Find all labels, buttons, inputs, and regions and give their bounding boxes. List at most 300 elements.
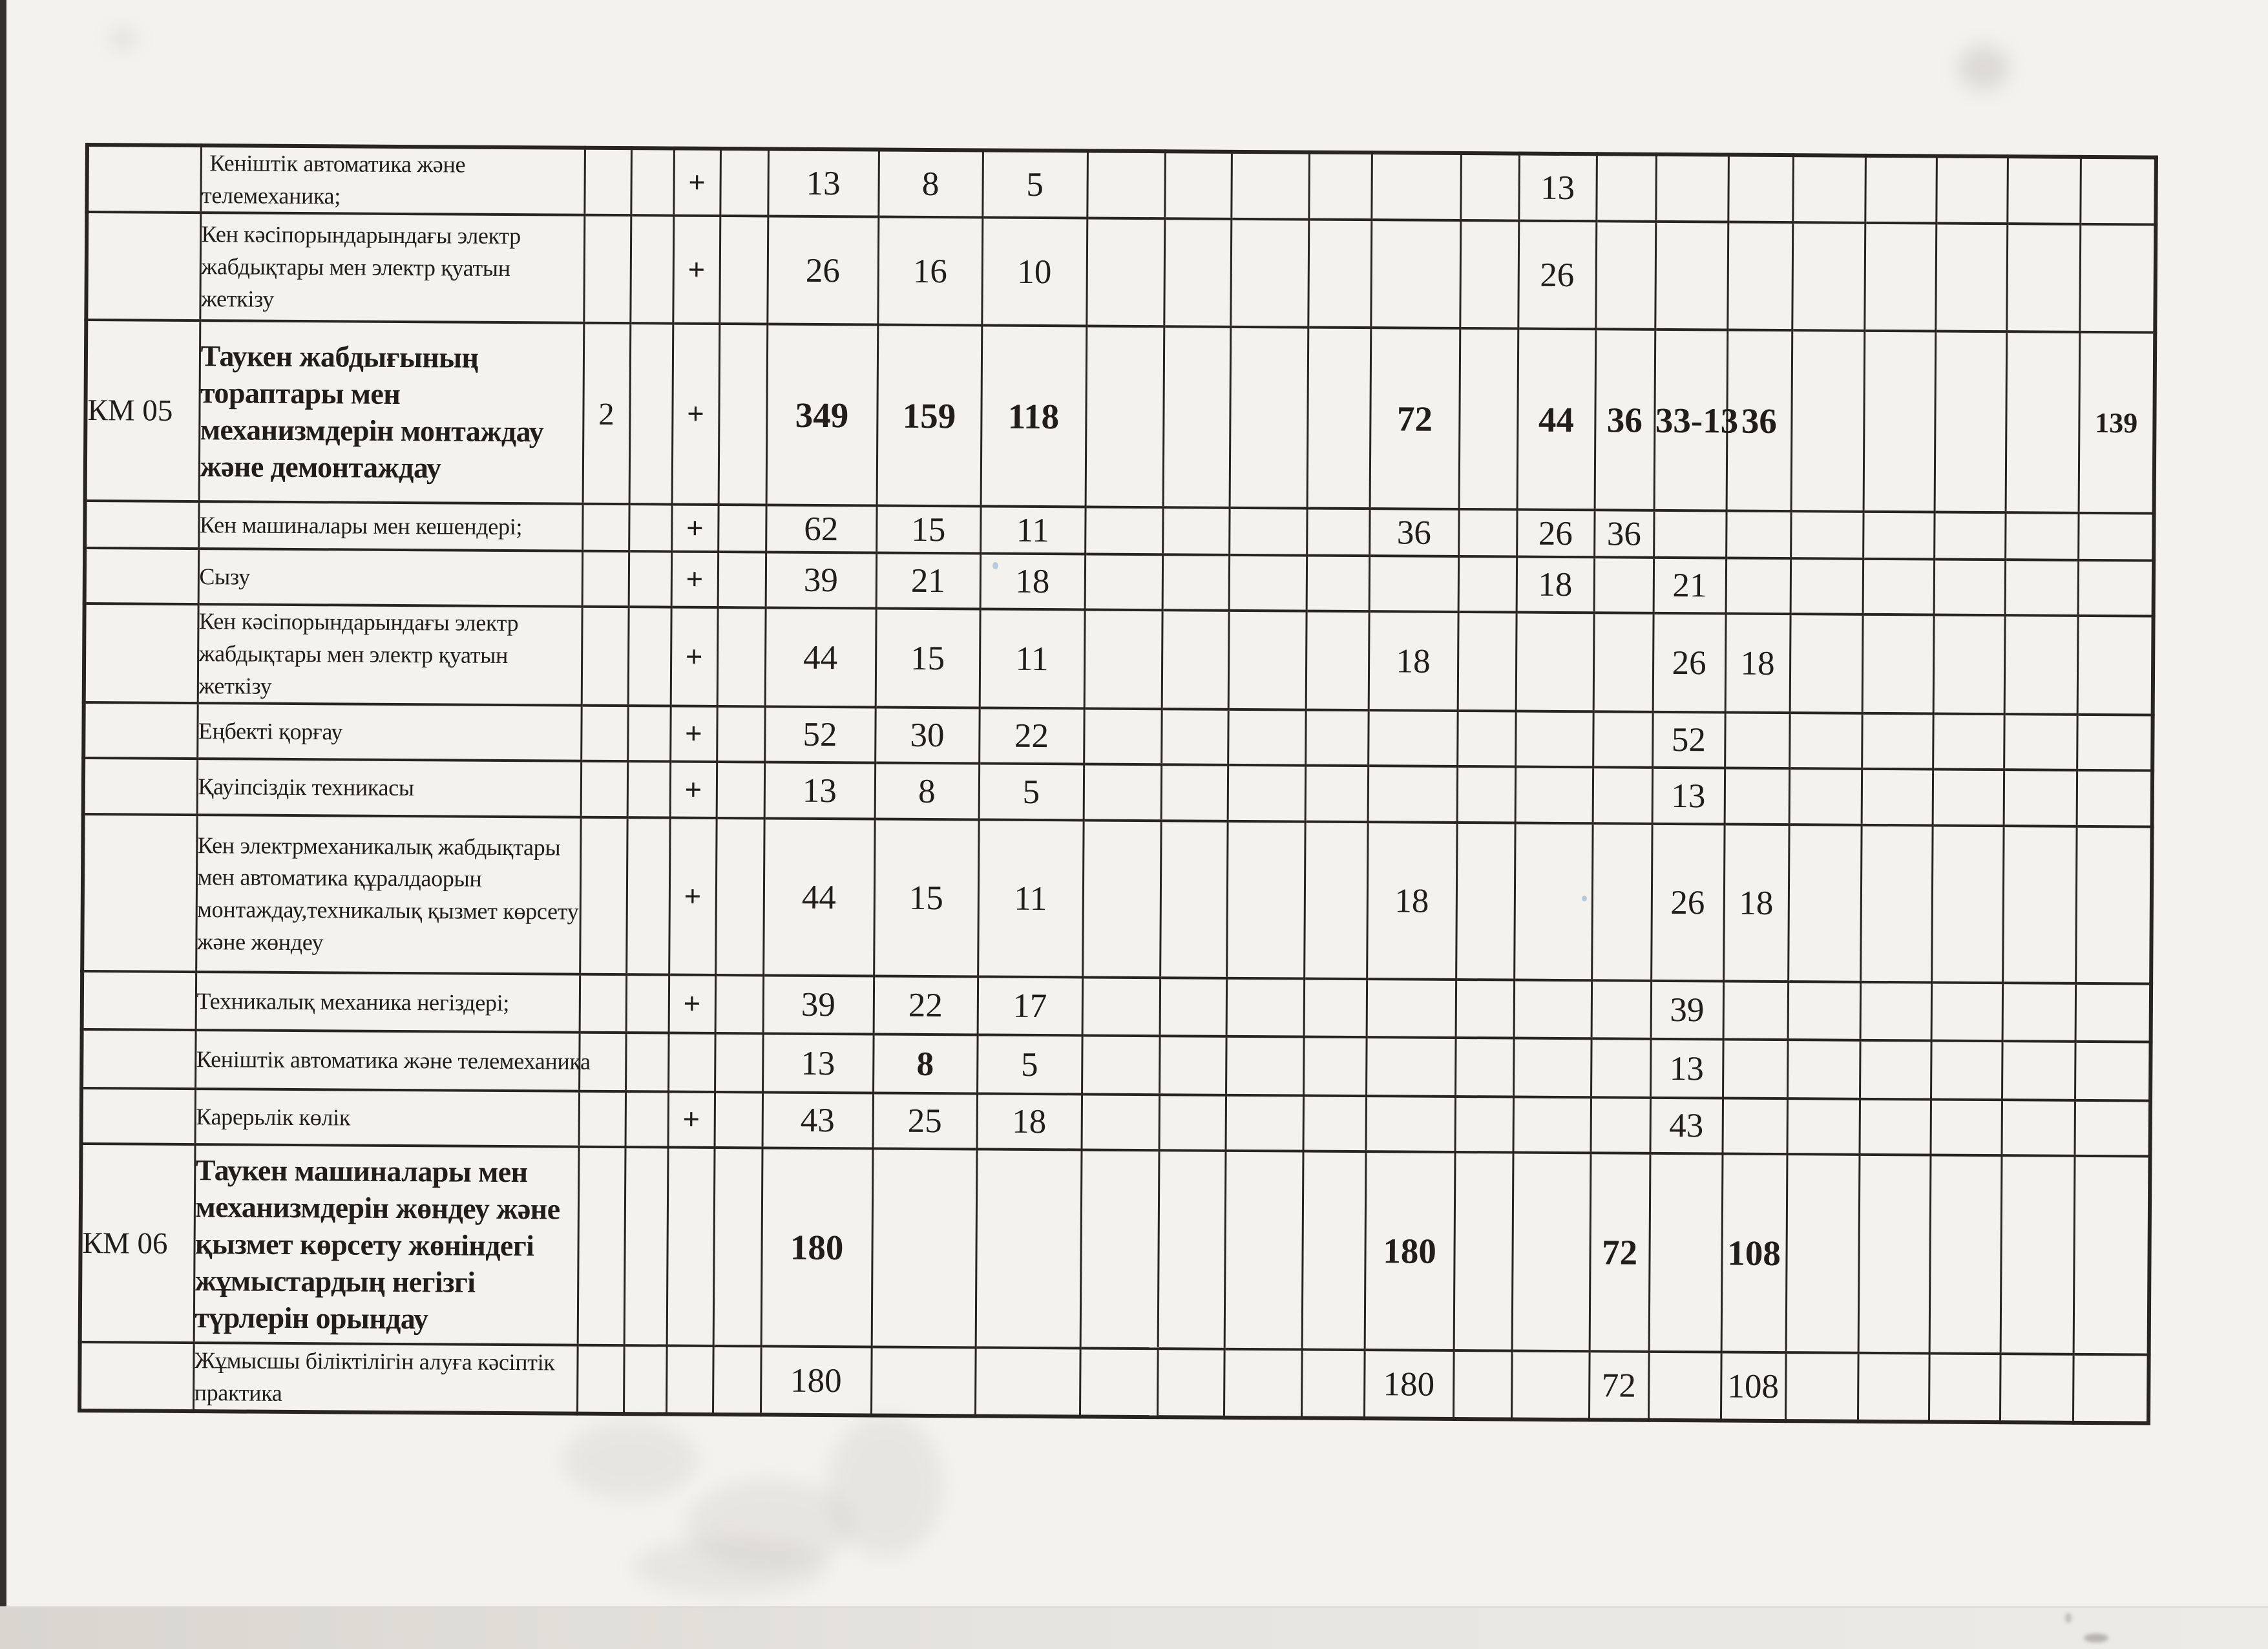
hours-cell-t15 bbox=[2073, 1354, 2149, 1423]
hours-cell-t10 bbox=[1722, 1098, 1787, 1155]
hours-cell-t2 bbox=[1159, 1036, 1226, 1096]
hours-cell-t2 bbox=[1162, 555, 1230, 611]
hours-cell-t13 bbox=[1935, 224, 2007, 332]
hours-cell-t3 bbox=[1228, 709, 1306, 766]
hours-cell-t14 bbox=[2004, 616, 2078, 715]
table-row bbox=[87, 145, 2156, 225]
hours-cell-t7 bbox=[1511, 1351, 1590, 1420]
hours-cell-t6 bbox=[1458, 509, 1517, 557]
hours-cell-t14 bbox=[2002, 983, 2076, 1042]
hours-cell-t12 bbox=[1864, 331, 1936, 512]
module-code-cell bbox=[81, 1029, 196, 1089]
subject-name-cell: Таукен жабдығының тораптары мен механизмдерін монтаждау және демонтаждау bbox=[199, 320, 584, 504]
hours-cell-k4 bbox=[717, 762, 765, 818]
hours-cell-t2 bbox=[1164, 219, 1231, 328]
hours-cell-t11 bbox=[1790, 614, 1863, 713]
subject-name-cell: Кеніштік автоматика және телемеханика; bbox=[200, 145, 585, 215]
hours-cell-t3 bbox=[1228, 765, 1306, 822]
hours-cell-v2: 8 bbox=[873, 1035, 978, 1094]
hours-cell-v2 bbox=[871, 1347, 976, 1416]
hours-cell-t14 bbox=[2002, 826, 2076, 984]
scan-edge-shadow-left bbox=[0, 0, 6, 1649]
hours-cell-t4 bbox=[1301, 1350, 1365, 1419]
table-row bbox=[84, 604, 2154, 715]
hours-cell-v3: 5 bbox=[979, 764, 1084, 821]
hours-cell-t1 bbox=[1082, 821, 1160, 978]
hours-cell-v2: 21 bbox=[876, 553, 981, 609]
control-form-mark-cell bbox=[668, 1033, 715, 1092]
hours-cell-v2: 22 bbox=[874, 976, 978, 1035]
hours-cell-t8 bbox=[1596, 154, 1656, 222]
hours-cell-k1 bbox=[579, 1091, 626, 1147]
hours-cell-t4 bbox=[1308, 220, 1371, 328]
hours-cell-t9: 26 bbox=[1651, 824, 1724, 982]
hours-cell-t5 bbox=[1366, 1037, 1456, 1097]
hours-cell-t10 bbox=[1728, 155, 1793, 223]
hours-cell-t3 bbox=[1230, 327, 1308, 509]
hours-cell-t8 bbox=[1594, 558, 1654, 614]
hours-cell-t12 bbox=[1858, 1353, 1929, 1422]
hours-cell-v1: 13 bbox=[764, 762, 876, 819]
hours-cell-t12 bbox=[1863, 512, 1934, 560]
hours-cell-t13 bbox=[1931, 1041, 2002, 1100]
control-form-mark-cell: + bbox=[671, 505, 718, 552]
hours-cell-t11 bbox=[1787, 1040, 1860, 1099]
hours-cell-t3 bbox=[1226, 1036, 1304, 1096]
module-code-cell bbox=[84, 604, 198, 703]
table-body bbox=[79, 145, 2156, 1423]
paper-speck-top-left bbox=[110, 29, 136, 48]
hours-cell-t9: 33-13 bbox=[1654, 330, 1728, 511]
module-code-cell bbox=[81, 1088, 196, 1144]
hours-cell-t2 bbox=[1161, 765, 1228, 822]
ink-speck-bottom-right bbox=[2065, 1613, 2072, 1623]
hours-cell-t6 bbox=[1460, 220, 1518, 329]
module-code-cell bbox=[86, 212, 200, 320]
hours-cell-t14 bbox=[2001, 1100, 2075, 1157]
hours-cell-t6 bbox=[1453, 1350, 1512, 1420]
hours-cell-v3: 11 bbox=[980, 507, 1085, 554]
bleedthrough-stain bbox=[827, 1415, 943, 1557]
hours-cell-t14 bbox=[2006, 332, 2080, 514]
hours-cell-t12 bbox=[1858, 1155, 1931, 1354]
hours-cell-v1: 62 bbox=[766, 505, 876, 553]
hours-cell-t11 bbox=[1788, 982, 1861, 1040]
hours-cell-t9: 43 bbox=[1650, 1098, 1723, 1154]
hours-cell-t7 bbox=[1514, 823, 1592, 981]
hours-cell-t4 bbox=[1304, 979, 1367, 1038]
hours-cell-t11 bbox=[1785, 1352, 1858, 1422]
hours-cell-t6 bbox=[1457, 711, 1516, 767]
hours-cell-t14 bbox=[2005, 560, 2079, 616]
hours-cell-t5 bbox=[1370, 220, 1460, 329]
hours-cell-t4 bbox=[1303, 1037, 1367, 1097]
hours-cell-k4 bbox=[713, 1346, 761, 1414]
hours-cell-t15 bbox=[2077, 770, 2153, 827]
hours-cell-t7: 26 bbox=[1517, 510, 1594, 558]
hours-cell-t15: 139 bbox=[2079, 332, 2156, 514]
hours-cell-v3: 11 bbox=[980, 609, 1085, 709]
hours-cell-k2 bbox=[629, 551, 672, 607]
hours-cell-t2 bbox=[1159, 1095, 1226, 1151]
table-row bbox=[86, 212, 2156, 333]
hours-cell-k4 bbox=[720, 149, 768, 216]
hours-cell-t6 bbox=[1455, 1038, 1514, 1097]
hours-cell-t11 bbox=[1789, 768, 1862, 825]
hours-cell-t1 bbox=[1084, 709, 1162, 765]
subject-name-cell: Кен кәсіпорындарындағы электр жабдықтары мен электр қуатын жеткізу bbox=[198, 604, 582, 706]
hours-cell-t4 bbox=[1307, 556, 1370, 612]
scan-edge-shadow-bottom bbox=[0, 1606, 2268, 1649]
hours-cell-v3: 5 bbox=[982, 150, 1087, 218]
hours-cell-t10: 108 bbox=[1721, 1352, 1786, 1422]
hours-cell-t13 bbox=[1934, 560, 2006, 616]
hours-cell-t12 bbox=[1860, 1040, 1931, 1100]
control-form-mark-cell: + bbox=[672, 324, 720, 505]
hours-cell-t8 bbox=[1593, 712, 1653, 768]
hours-cell-t5: 180 bbox=[1364, 1350, 1454, 1419]
hours-cell-t10 bbox=[1723, 1040, 1788, 1099]
hours-cell-t10 bbox=[1725, 768, 1790, 825]
hours-cell-k1 bbox=[584, 148, 631, 216]
hours-cell-t3 bbox=[1228, 611, 1307, 710]
hours-cell-t8 bbox=[1591, 981, 1652, 1040]
hours-cell-t12 bbox=[1863, 559, 1935, 615]
hours-cell-t10 bbox=[1727, 222, 1792, 331]
hours-cell-t14 bbox=[2002, 1042, 2075, 1101]
hours-cell-v2: 25 bbox=[873, 1093, 978, 1150]
hours-cell-k2 bbox=[629, 324, 673, 505]
hours-cell-t7 bbox=[1513, 1038, 1591, 1098]
hours-cell-t2 bbox=[1160, 821, 1227, 979]
hours-cell-k1: 2 bbox=[583, 323, 631, 504]
hours-cell-t5 bbox=[1371, 152, 1461, 220]
hours-cell-v1: 26 bbox=[767, 216, 878, 325]
hours-cell-t1 bbox=[1085, 507, 1162, 555]
hours-cell-k1 bbox=[581, 706, 628, 761]
hours-cell-t1 bbox=[1085, 554, 1163, 611]
hours-cell-t15 bbox=[2080, 157, 2156, 225]
hours-cell-v3: 18 bbox=[977, 1094, 1082, 1150]
subject-name-cell: Таукен машиналары мен механизмдерін жөндеу және қызмет көрсету жөніндегі жұмыстардың негізгі түрлерін орындау bbox=[194, 1144, 579, 1345]
hours-cell-t7 bbox=[1513, 1097, 1591, 1153]
hours-cell-t6 bbox=[1460, 153, 1519, 221]
hours-cell-t13 bbox=[1931, 826, 2003, 983]
hours-cell-t1 bbox=[1080, 1150, 1159, 1349]
subject-name-cell: Кен машиналары мен кешендері; bbox=[198, 501, 582, 551]
hours-cell-k2 bbox=[625, 1091, 669, 1147]
hours-cell-k2 bbox=[628, 607, 671, 706]
hours-cell-t14 bbox=[2004, 715, 2077, 771]
hours-cell-t14 bbox=[2000, 1156, 2075, 1355]
hours-cell-t6 bbox=[1458, 556, 1517, 613]
hours-cell-t5: 36 bbox=[1369, 509, 1458, 556]
hours-cell-k1 bbox=[582, 607, 629, 706]
hours-cell-k1 bbox=[581, 761, 628, 817]
hours-cell-k4 bbox=[718, 505, 766, 552]
hours-cell-t2 bbox=[1164, 151, 1232, 219]
control-form-mark-cell: + bbox=[670, 762, 717, 818]
hours-cell-t7: 18 bbox=[1517, 557, 1595, 613]
hours-cell-k2 bbox=[626, 974, 669, 1033]
hours-cell-t2 bbox=[1158, 1151, 1226, 1350]
hours-cell-t1 bbox=[1086, 218, 1164, 327]
hours-cell-k4 bbox=[715, 975, 764, 1033]
hours-cell-t5 bbox=[1368, 711, 1458, 767]
hours-cell-t1 bbox=[1084, 764, 1162, 821]
hours-cell-t7 bbox=[1515, 711, 1593, 768]
control-form-mark-cell: + bbox=[673, 149, 720, 216]
hours-cell-k2 bbox=[629, 504, 671, 551]
hours-cell-t5: 18 bbox=[1369, 611, 1458, 711]
bleedthrough-stain bbox=[562, 1422, 698, 1499]
hours-cell-t9 bbox=[1655, 154, 1728, 222]
hours-cell-t5 bbox=[1367, 979, 1456, 1038]
hours-cell-v3: 11 bbox=[978, 820, 1083, 978]
hours-cell-t15 bbox=[2075, 1042, 2151, 1101]
control-form-mark-cell: + bbox=[670, 706, 717, 762]
hours-cell-t15 bbox=[2077, 616, 2154, 715]
module-code-cell bbox=[87, 145, 201, 213]
hours-cell-k4 bbox=[713, 1148, 762, 1346]
hours-cell-k2 bbox=[624, 1345, 667, 1414]
hours-cell-t6 bbox=[1458, 612, 1517, 711]
control-form-mark-cell: + bbox=[669, 975, 716, 1033]
control-form-mark-cell: + bbox=[671, 607, 718, 706]
hours-cell-t12 bbox=[1864, 223, 1936, 331]
subject-name-cell: Еңбекті қорғау bbox=[197, 703, 582, 761]
hours-cell-t9: 21 bbox=[1654, 558, 1727, 614]
hours-cell-k4 bbox=[718, 552, 766, 607]
hours-cell-t2 bbox=[1162, 611, 1229, 710]
module-code-cell bbox=[83, 702, 198, 759]
hours-cell-t9: 13 bbox=[1650, 1039, 1723, 1098]
hours-cell-t2 bbox=[1163, 327, 1231, 509]
hours-cell-t10: 18 bbox=[1725, 614, 1790, 713]
hours-cell-v2: 8 bbox=[875, 763, 980, 820]
hours-cell-t2 bbox=[1162, 508, 1229, 556]
hours-cell-t9: 26 bbox=[1653, 613, 1726, 713]
hours-cell-t6 bbox=[1457, 766, 1516, 823]
hours-cell-t8 bbox=[1593, 768, 1653, 824]
hours-cell-t2 bbox=[1157, 1349, 1224, 1418]
hours-cell-t3 bbox=[1224, 1151, 1303, 1350]
hours-cell-k4 bbox=[719, 216, 768, 324]
hours-cell-t4 bbox=[1305, 710, 1369, 766]
subject-name-cell: Сызу bbox=[198, 549, 583, 607]
module-code-cell bbox=[82, 971, 196, 1030]
hours-cell-v3: 18 bbox=[980, 554, 1086, 610]
hours-cell-t1 bbox=[1082, 1095, 1160, 1151]
hours-cell-t14 bbox=[2005, 513, 2078, 561]
table-row bbox=[82, 814, 2152, 984]
subject-name-cell: Карерьлік көлік bbox=[195, 1089, 580, 1147]
hours-cell-t6 bbox=[1456, 980, 1515, 1038]
subject-name-cell: Кен электрмеханикалық жабдықтары мен автоматика құралдаорын монтаждау,техникалық қызмет көрсету және жөндеу bbox=[196, 815, 580, 974]
hours-cell-t6 bbox=[1454, 1097, 1513, 1153]
hours-cell-t15 bbox=[2079, 224, 2156, 333]
hours-cell-t15 bbox=[2074, 1100, 2150, 1157]
hours-cell-t10 bbox=[1723, 982, 1789, 1040]
hours-cell-t4 bbox=[1306, 611, 1369, 711]
hours-cell-t11 bbox=[1790, 558, 1864, 614]
hours-cell-t11 bbox=[1787, 1098, 1860, 1155]
hours-cell-k1 bbox=[577, 1345, 624, 1414]
hours-cell-t10: 108 bbox=[1721, 1154, 1787, 1353]
hours-cell-t2 bbox=[1161, 709, 1228, 766]
hours-cell-t13 bbox=[1933, 770, 2004, 826]
hours-cell-t15 bbox=[2077, 715, 2153, 771]
hours-cell-t4 bbox=[1303, 1096, 1367, 1152]
hours-cell-t11 bbox=[1788, 824, 1861, 982]
hours-cell-v2: 15 bbox=[876, 506, 980, 554]
hours-cell-t3 bbox=[1226, 821, 1305, 979]
hours-cell-t7 bbox=[1516, 613, 1594, 712]
module-code-cell bbox=[85, 548, 199, 604]
hours-cell-t15 bbox=[2078, 560, 2154, 616]
hours-cell-t1 bbox=[1082, 1036, 1160, 1095]
hours-cell-t3 bbox=[1230, 219, 1308, 328]
subject-name-cell: Кен кәсіпорындарындағы электр жабдықтары мен электр қуатын жеткізу bbox=[200, 213, 584, 323]
hours-cell-t12 bbox=[1862, 614, 1934, 714]
hours-cell-k2 bbox=[624, 1147, 668, 1345]
module-code-cell bbox=[83, 758, 198, 815]
hours-cell-k1 bbox=[578, 1147, 625, 1345]
hours-cell-t13 bbox=[1933, 714, 2004, 770]
hours-cell-t5 bbox=[1368, 766, 1458, 823]
hours-cell-k1 bbox=[582, 504, 629, 551]
module-code-cell: КМ 05 bbox=[85, 320, 200, 501]
hours-cell-t13 bbox=[1929, 1354, 2000, 1423]
hours-cell-t5: 18 bbox=[1367, 823, 1456, 980]
hours-cell-t10: 36 bbox=[1727, 330, 1792, 512]
hours-cell-t8 bbox=[1591, 824, 1652, 982]
control-form-mark-cell: + bbox=[668, 1092, 715, 1148]
control-form-mark-cell: + bbox=[671, 552, 719, 607]
hours-cell-t8 bbox=[1590, 1098, 1650, 1154]
hours-cell-t8: 36 bbox=[1594, 510, 1654, 558]
hours-cell-t1 bbox=[1082, 978, 1160, 1036]
hours-cell-t13 bbox=[1929, 1155, 2002, 1354]
hours-cell-k4 bbox=[715, 1092, 763, 1148]
hours-cell-t10: 18 bbox=[1723, 824, 1789, 982]
subject-name-cell: Жұмысшы біліктілігін алуға кәсіптік практика bbox=[193, 1343, 578, 1414]
hours-cell-t9 bbox=[1655, 222, 1728, 330]
hours-cell-k2 bbox=[626, 818, 669, 975]
hours-cell-t12 bbox=[1862, 713, 1933, 770]
hours-cell-k2 bbox=[625, 1033, 669, 1091]
table-row bbox=[79, 1342, 2149, 1423]
hours-cell-t7: 26 bbox=[1518, 221, 1596, 330]
hours-cell-t9: 39 bbox=[1651, 981, 1724, 1040]
hours-cell-t12 bbox=[1862, 769, 1933, 826]
hours-cell-t13 bbox=[1936, 156, 2008, 224]
hours-cell-t3 bbox=[1224, 1349, 1302, 1418]
hours-cell-t1 bbox=[1080, 1349, 1158, 1418]
control-form-mark-cell bbox=[667, 1148, 715, 1346]
ink-smudge-bottom-right bbox=[2084, 1633, 2108, 1643]
hours-cell-t12 bbox=[1860, 982, 1932, 1041]
module-code-cell bbox=[82, 814, 196, 972]
hours-cell-v1: 39 bbox=[763, 976, 874, 1035]
hours-cell-k4 bbox=[717, 706, 765, 762]
bleedthrough-stain bbox=[633, 1538, 827, 1596]
subject-name-cell: Кеніштік автоматика және телемеханика bbox=[195, 1030, 580, 1091]
hours-cell-t10 bbox=[1726, 511, 1790, 559]
hours-cell-t4 bbox=[1305, 766, 1369, 823]
hours-cell-v1: 39 bbox=[766, 552, 877, 609]
hours-cell-t15 bbox=[2074, 1156, 2150, 1355]
hours-cell-t15 bbox=[2075, 826, 2152, 984]
hours-cell-t11 bbox=[1790, 511, 1863, 559]
hours-cell-v2: 16 bbox=[877, 217, 982, 326]
hours-cell-t9 bbox=[1654, 510, 1726, 558]
hours-cell-v1: 180 bbox=[761, 1148, 873, 1347]
hours-cell-t4 bbox=[1307, 509, 1369, 556]
control-form-mark-cell: + bbox=[669, 818, 716, 975]
hours-cell-t8 bbox=[1595, 222, 1655, 330]
hours-cell-t11 bbox=[1786, 1154, 1860, 1353]
hours-cell-t3 bbox=[1226, 1095, 1304, 1151]
hours-cell-v3: 17 bbox=[978, 977, 1083, 1036]
hours-cell-k1 bbox=[580, 974, 627, 1033]
hours-cell-v1: 349 bbox=[766, 324, 878, 506]
hours-cell-v2: 30 bbox=[875, 708, 980, 764]
module-code-cell bbox=[79, 1342, 194, 1411]
hours-cell-t8 bbox=[1591, 1039, 1651, 1098]
hours-cell-t9 bbox=[1648, 1352, 1721, 1421]
hours-cell-t9: 13 bbox=[1652, 768, 1725, 824]
hours-cell-t4 bbox=[1308, 152, 1372, 220]
hours-cell-t9: 52 bbox=[1652, 712, 1725, 768]
hours-cell-v3: 5 bbox=[977, 1035, 1082, 1095]
hours-cell-k2 bbox=[627, 762, 671, 818]
hours-cell-t7 bbox=[1514, 980, 1592, 1039]
hours-cell-t11 bbox=[1789, 713, 1862, 769]
hours-cell-t2 bbox=[1160, 978, 1227, 1037]
hours-cell-t13 bbox=[1931, 983, 2003, 1042]
hours-cell-t7: 44 bbox=[1517, 329, 1596, 510]
hours-cell-t5 bbox=[1369, 556, 1459, 612]
hours-cell-t10 bbox=[1726, 558, 1791, 614]
hours-cell-t14 bbox=[2004, 770, 2077, 827]
hours-cell-t14 bbox=[2000, 1354, 2074, 1423]
hours-cell-t3 bbox=[1231, 152, 1309, 220]
hours-cell-v1: 44 bbox=[765, 608, 876, 708]
hours-cell-k4 bbox=[715, 1033, 763, 1092]
hours-cell-k1 bbox=[580, 817, 627, 974]
hours-cell-t11 bbox=[1791, 330, 1865, 512]
module-code-cell bbox=[85, 501, 198, 549]
hours-cell-t11 bbox=[1792, 155, 1865, 223]
hours-cell-t6 bbox=[1456, 823, 1515, 980]
hours-cell-v3: 22 bbox=[979, 708, 1084, 764]
hours-cell-v3: 118 bbox=[981, 326, 1087, 507]
hours-cell-k4 bbox=[715, 818, 764, 975]
hours-cell-t14 bbox=[2006, 224, 2080, 333]
hours-cell-v1: 52 bbox=[764, 707, 876, 763]
hours-cell-t8: 72 bbox=[1590, 1153, 1650, 1352]
hours-cell-k2 bbox=[627, 706, 671, 762]
hours-cell-t13 bbox=[1934, 512, 2005, 560]
hours-cell-k1 bbox=[582, 551, 629, 607]
hours-cell-t6 bbox=[1454, 1152, 1513, 1351]
hours-cell-v2: 15 bbox=[876, 609, 980, 708]
hours-cell-t9 bbox=[1649, 1153, 1723, 1352]
hours-cell-t13 bbox=[1933, 615, 2005, 715]
hours-cell-t15 bbox=[2075, 983, 2152, 1042]
control-form-mark-cell: + bbox=[673, 216, 720, 324]
